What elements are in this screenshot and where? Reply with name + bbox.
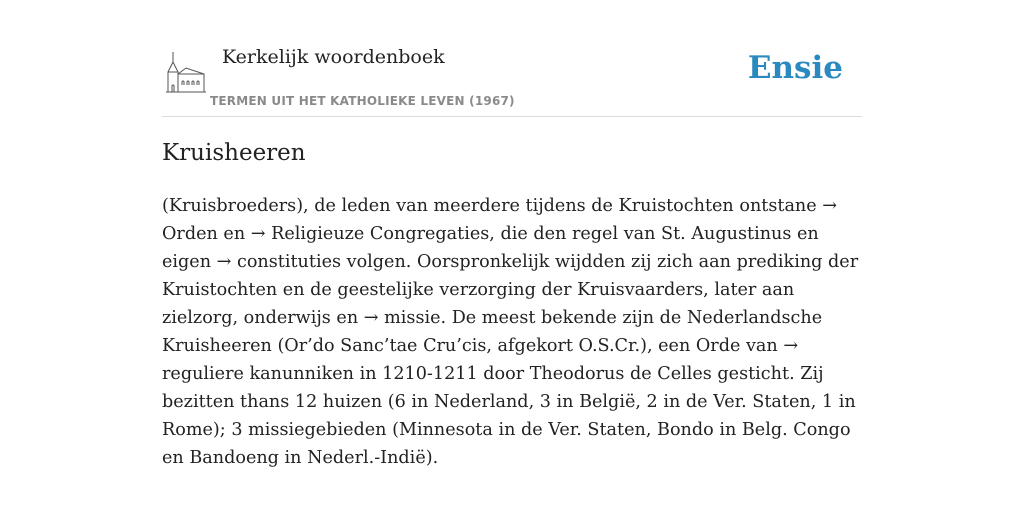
entry-title: Kruisheeren [162, 140, 306, 166]
cross-reference-link[interactable]: → reguliere kanunniken [162, 336, 799, 384]
definition-text: (Kruisbroeders), de leden van meerdere tijdens de Kruistochten ontstane [162, 196, 823, 216]
dictionary-subtitle: TERMEN UIT HET KATHOLIEKE LEVEN (1967) [210, 94, 515, 108]
definition-text: , die den regel van St. Augustinus en eigen [162, 224, 819, 272]
ensie-logo[interactable]: Ensie [747, 50, 843, 86]
entry-definition [162, 192, 864, 472]
dictionary-header [162, 0, 862, 117]
definition-text: . De meest bekende zijn de Nederlandsche Kruisheeren (Or’do Sanc’tae Cru’cis, afgekort O.S.Cr.), een Orde van [162, 308, 823, 356]
definition-text: volgen. Oorspronkelijk wijdden zij zich aan prediking der Kruistochten en de geestelijke verzorging der Kruisvaarders, later aan zielzorg, onderwijs en [162, 252, 859, 328]
cross-reference-link[interactable]: → missie [363, 308, 441, 328]
cross-reference-link[interactable]: → Orden [162, 196, 838, 244]
definition-text: in 1210-1211 door Theodorus de Celles gesticht. Zij bezitten thans 12 huizen (6 in Nederland, 3 in België, 2 in de Ver. Staten, 1 in Rome); 3 missiegebieden (Minnesota in de Ver. Staten, Bondo in Belg. Congo en Bandoeng in Nederl.-Indië). [162, 364, 856, 468]
definition-text: en [217, 224, 251, 244]
church-icon [166, 50, 206, 94]
dictionary-title[interactable]: Kerkelijk woordenboek [222, 46, 445, 68]
page [162, 0, 862, 468]
cross-reference-link[interactable]: → Religieuze Congregaties [250, 224, 490, 244]
cross-reference-link[interactable]: → constituties [216, 252, 342, 272]
